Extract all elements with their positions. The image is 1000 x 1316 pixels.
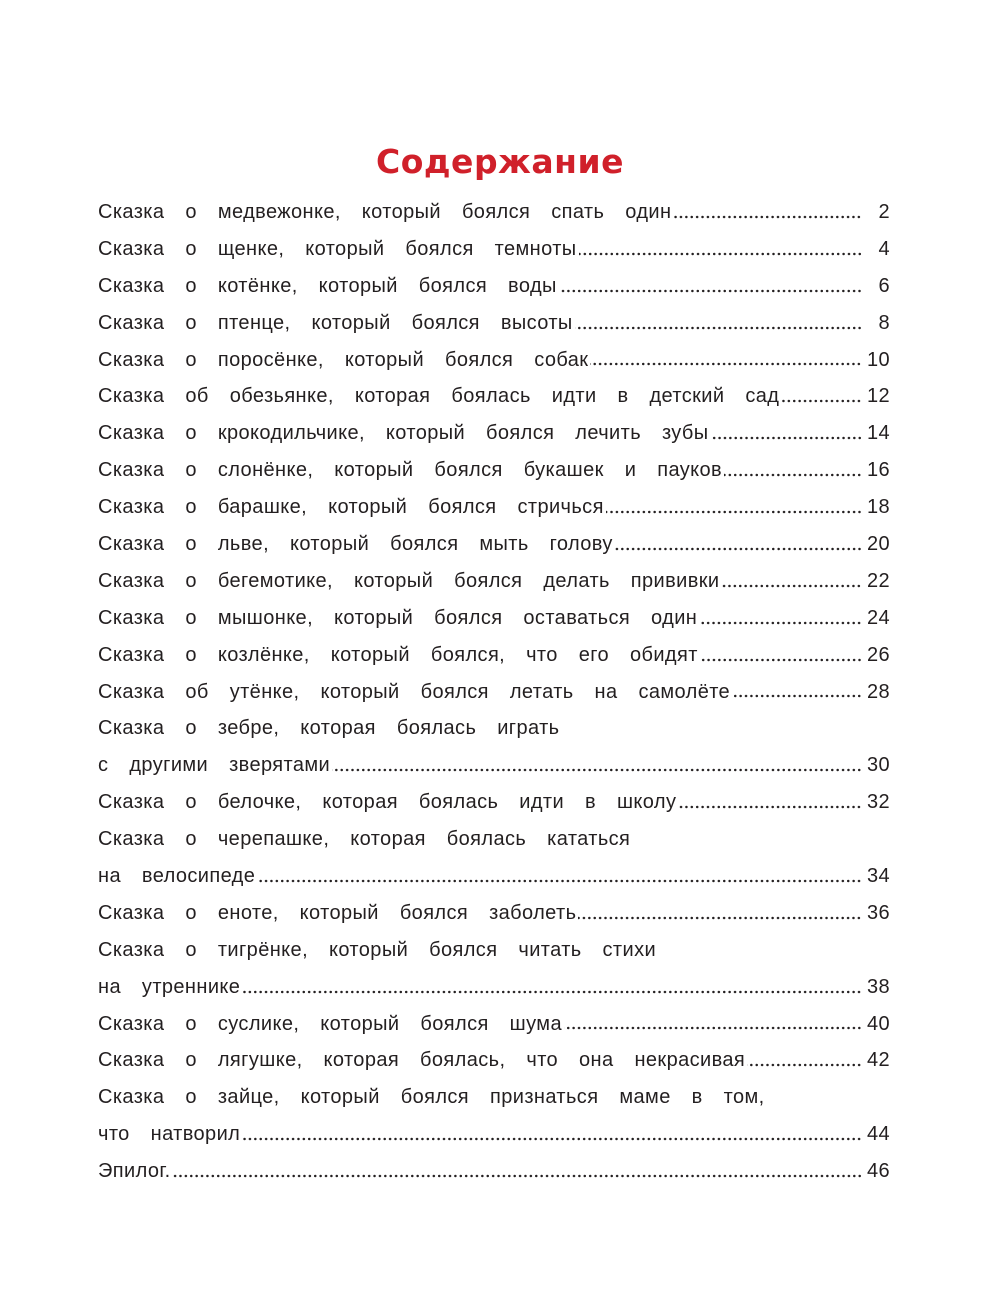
toc-line [98, 305, 890, 342]
toc-entry-title: Сказка о мышонке, который боялся оставаться один [98, 606, 698, 629]
toc-entry [98, 932, 890, 1006]
toc-line [98, 969, 890, 1006]
toc-line [98, 415, 890, 452]
toc-page-number: 46 [866, 1160, 890, 1183]
toc-line [98, 1042, 890, 1079]
toc-line [98, 858, 890, 895]
dot-leader [711, 434, 862, 442]
toc-entry-title: с другими зверятами [98, 754, 331, 777]
dot-leader [678, 803, 862, 811]
toc-entry [98, 305, 890, 342]
toc-line [98, 821, 890, 858]
toc-page-number: 38 [866, 975, 890, 998]
dot-leader [590, 360, 862, 368]
toc-entry-title: Сказка о лягушке, которая боялась, что она некрасивая [98, 1049, 746, 1072]
toc-entry-title: Сказка о белочке, которая боялась идти в школу [98, 791, 677, 814]
dot-leader [242, 1135, 862, 1143]
toc-line [98, 1116, 890, 1153]
toc-entry-title: Сказка о крокодильчике, который боялся лечить зубы [98, 422, 709, 445]
toc-entry [98, 489, 890, 526]
dot-leader [332, 766, 862, 774]
toc-line [98, 342, 890, 379]
toc-line [98, 710, 890, 747]
toc-entry-title: Сказка о зайце, который боялся признаться маме в том, [98, 1086, 765, 1109]
dot-leader [575, 324, 862, 332]
toc-entry-title: Сказка о зебре, которая боялась играть [98, 717, 560, 740]
toc-entry [98, 268, 890, 305]
toc-entry [98, 821, 890, 895]
toc-entry [98, 415, 890, 452]
toc-entry-title: Сказка о барашке, который боялся стричься [98, 496, 604, 519]
toc-line [98, 563, 890, 600]
dot-leader [700, 656, 862, 664]
dot-leader [732, 692, 862, 700]
toc-line [98, 378, 890, 415]
toc-line [98, 932, 890, 969]
toc-entry-title: Сказка об обезьянке, которая боялась идти в детский сад [98, 385, 780, 408]
toc-entry-title: на утреннике [98, 975, 241, 998]
toc-line [98, 1079, 890, 1116]
toc-entry [98, 1006, 890, 1043]
toc-line [98, 784, 890, 821]
dot-leader [578, 914, 862, 922]
toc-entry-title: Сказка о еноте, который боялся заболеть [98, 901, 577, 924]
toc-entry-title: Сказка о птенце, который боялся высоты [98, 311, 573, 334]
toc-line [98, 637, 890, 674]
toc-page-number: 4 [878, 237, 890, 260]
toc-line [98, 526, 890, 563]
dot-leader [747, 1061, 862, 1069]
toc-entry [98, 784, 890, 821]
toc-entry-title: Сказка о льве, который боялся мыть голову [98, 532, 613, 555]
toc-page-number: 22 [866, 569, 890, 592]
dot-leader [579, 250, 862, 258]
toc-page-number: 10 [866, 348, 890, 371]
toc-page-number: 16 [866, 459, 890, 482]
toc-page-number: 2 [878, 200, 890, 223]
toc-entry-title: Сказка о котёнке, который боялся воды [98, 274, 557, 297]
toc-line [98, 1006, 890, 1043]
toc-entry [98, 895, 890, 932]
toc-line [98, 600, 890, 637]
toc-entry [98, 1153, 890, 1190]
dot-leader [615, 545, 862, 553]
toc-entry [98, 674, 890, 711]
toc-page-number: 26 [866, 643, 890, 666]
toc-entry [98, 1079, 890, 1153]
table-of-contents [98, 194, 890, 1190]
toc-entry [98, 378, 890, 415]
dot-leader [606, 508, 862, 516]
toc-entry-title: что натворил [98, 1123, 241, 1146]
toc-entry-title: Сказка о медвежонке, который боялся спать один [98, 200, 672, 223]
toc-line [98, 747, 890, 784]
toc-entry-title: Сказка о тигрёнке, который боялся читать стихи [98, 938, 657, 961]
dot-leader [564, 1024, 862, 1032]
toc-line [98, 231, 890, 268]
toc-page-number: 6 [878, 274, 890, 297]
toc-entry-title: Сказка о черепашке, которая боялась кататься [98, 828, 631, 851]
toc-entry-title: Сказка о суслике, который боялся шума [98, 1012, 562, 1035]
dot-leader [724, 471, 862, 479]
toc-entry-title: Сказка о щенке, который боялся темноты [98, 237, 577, 260]
toc-page-number: 20 [866, 532, 890, 555]
page-title: Содержание [376, 142, 624, 182]
toc-page-number: 14 [866, 422, 890, 445]
toc-entry-title: на велосипеде [98, 864, 256, 887]
toc-page-number: 36 [866, 901, 890, 924]
toc-page-number: 8 [878, 311, 890, 334]
toc-page-number: 34 [866, 864, 890, 887]
toc-page-number: 30 [866, 754, 890, 777]
toc-entry [98, 194, 890, 231]
toc-page-number: 44 [866, 1123, 890, 1146]
toc-page-number: 28 [866, 680, 890, 703]
toc-line [98, 194, 890, 231]
toc-entry [98, 1042, 890, 1079]
dot-leader [559, 287, 862, 295]
toc-line [98, 1153, 890, 1190]
toc-entry [98, 710, 890, 784]
toc-entry [98, 342, 890, 379]
toc-entry [98, 600, 890, 637]
toc-line [98, 452, 890, 489]
toc-entry-title: Эпилог. [98, 1160, 171, 1183]
dot-leader [242, 988, 862, 996]
toc-entry [98, 563, 890, 600]
toc-line [98, 268, 890, 305]
dot-leader [781, 397, 862, 405]
toc-entry-title: Сказка о козлёнке, который боялся, что его обидят [98, 643, 698, 666]
toc-page-number: 24 [866, 606, 890, 629]
toc-entry [98, 526, 890, 563]
toc-entry-title: Сказка о поросёнке, который боялся собак [98, 348, 589, 371]
toc-page-number: 42 [866, 1049, 890, 1072]
dot-leader [673, 213, 862, 221]
dot-leader [721, 582, 862, 590]
dot-leader [699, 619, 862, 627]
toc-page-number: 32 [866, 791, 890, 814]
toc-entry [98, 637, 890, 674]
toc-entry-title: Сказка о слонёнке, который боялся букашек и пауков [98, 459, 723, 482]
toc-line [98, 489, 890, 526]
toc-entry-title: Сказка о бегемотике, который боялся делать прививки [98, 569, 720, 592]
toc-entry [98, 452, 890, 489]
toc-entry-title: Сказка об утёнке, который боялся летать на самолёте [98, 680, 731, 703]
dot-leader [173, 1172, 862, 1180]
toc-page-number: 12 [866, 385, 890, 408]
toc-entry [98, 231, 890, 268]
dot-leader [257, 877, 862, 885]
toc-page-number: 40 [866, 1012, 890, 1035]
toc-line [98, 895, 890, 932]
toc-page-number: 18 [866, 496, 890, 519]
toc-line [98, 674, 890, 711]
